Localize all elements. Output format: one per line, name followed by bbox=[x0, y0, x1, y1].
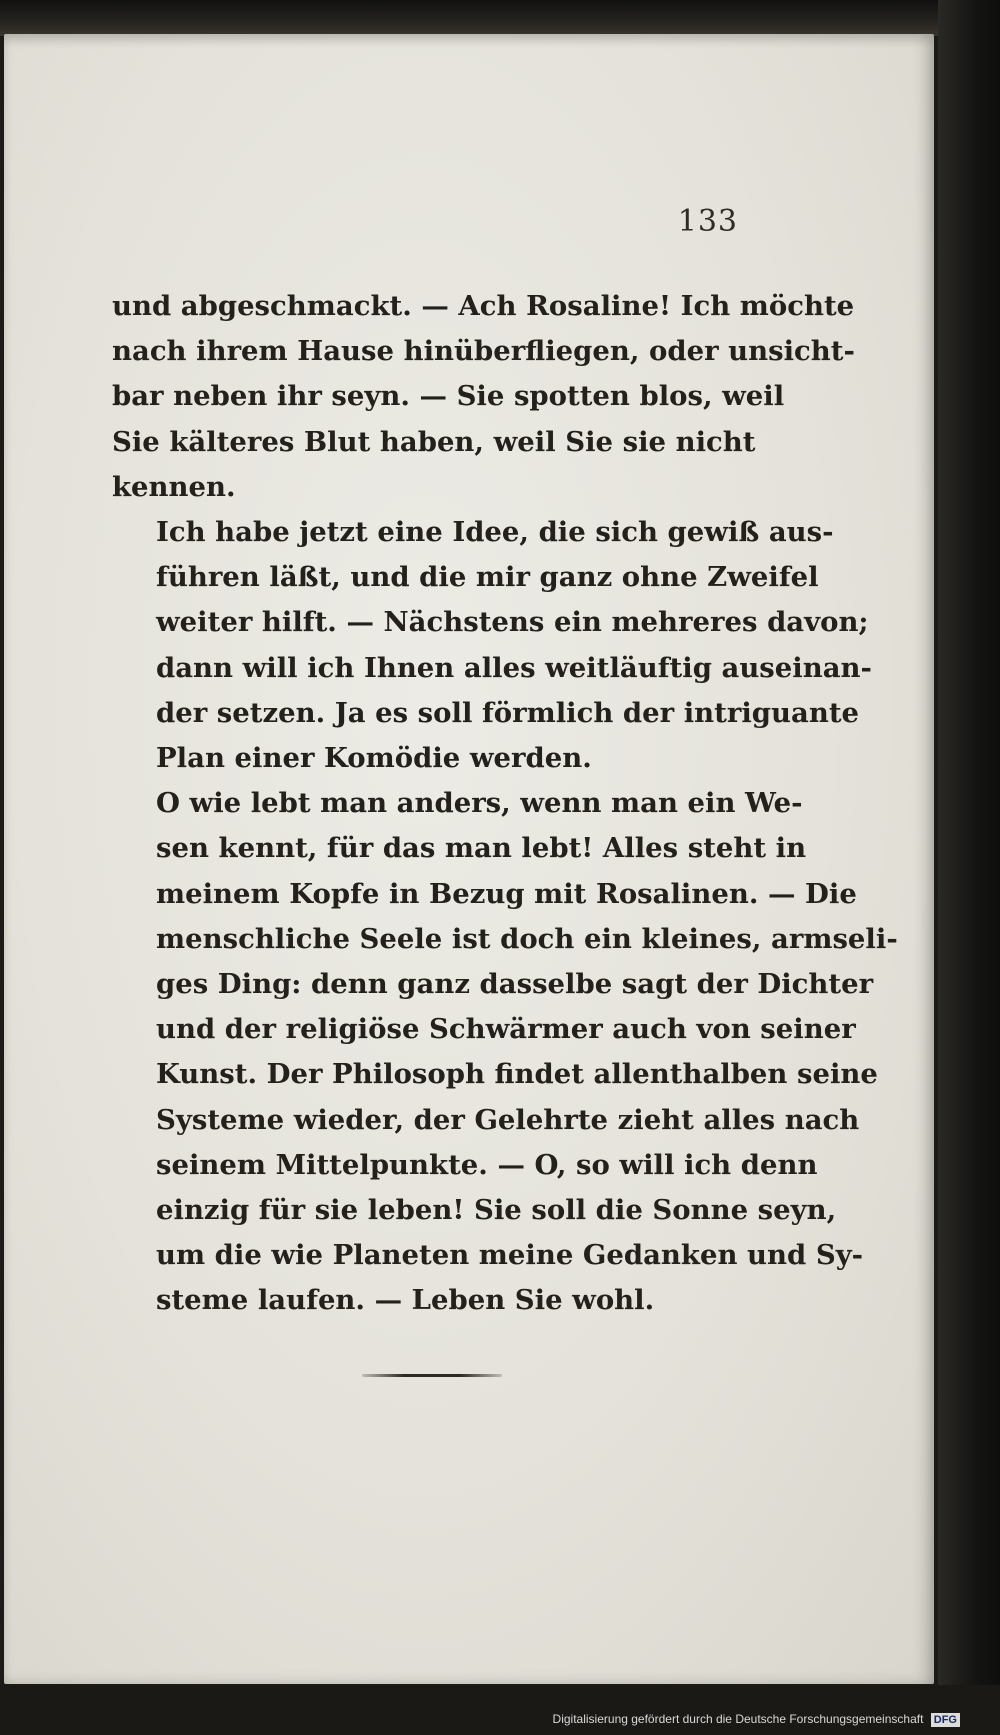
text-line: einzig für sie leben! Sie soll die Sonne seyn, bbox=[156, 1194, 837, 1227]
text-line: Kunst. Der Philosoph findet allenthalben seine bbox=[156, 1058, 878, 1091]
text-line: um die wie Planeten meine Gedanken und Sy- bbox=[156, 1239, 864, 1272]
paragraph-3 bbox=[112, 781, 898, 1323]
text-line: menschliche Seele ist doch ein kleines, armseli- bbox=[156, 922, 898, 955]
end-of-text-rule bbox=[362, 1374, 502, 1377]
paragraph-1 bbox=[112, 284, 855, 510]
text-line: der setzen. Ja es soll förmlich der intriguante bbox=[156, 696, 860, 729]
text-line: bar neben ihr seyn. — Sie spotten blos, weil bbox=[112, 380, 785, 413]
body-text bbox=[112, 284, 898, 1324]
page-number: 133 bbox=[677, 204, 738, 239]
text-line: Plan einer Komödie werden. bbox=[156, 742, 592, 775]
text-line: kennen. bbox=[112, 470, 236, 503]
text-line: Sie kälteres Blut haben, weil Sie sie nicht bbox=[112, 425, 756, 458]
scan-bottom-margin bbox=[0, 1685, 1000, 1735]
text-line: führen läßt, und die mir ganz ohne Zweifel bbox=[156, 561, 819, 594]
text-line: nach ihrem Hause hinüberfliegen, oder unsicht- bbox=[112, 335, 855, 368]
text-line: Ich habe jetzt eine Idee, die sich gewiß aus- bbox=[156, 516, 834, 549]
text-line: weiter hilft. — Nächstens ein mehreres davon; bbox=[156, 606, 869, 639]
digitization-credit bbox=[553, 1712, 960, 1727]
text-line: O wie lebt man anders, wenn man ein We- bbox=[156, 787, 803, 820]
paragraph-2 bbox=[112, 510, 872, 781]
dfg-logo: DFG bbox=[931, 1713, 960, 1727]
text-line: meinem Kopfe in Bezug mit Rosalinen. — Die bbox=[156, 877, 857, 910]
book-page bbox=[4, 34, 934, 1684]
text-line: ges Ding: denn ganz dasselbe sagt der Dichter bbox=[156, 968, 874, 1001]
text-line: sen kennt, für das man lebt! Alles steht in bbox=[156, 832, 807, 865]
text-line: Systeme wieder, der Gelehrte zieht alles nach bbox=[156, 1103, 860, 1136]
text-line: dann will ich Ihnen alles weitläuftig auseinan- bbox=[156, 651, 872, 684]
book-top-edge bbox=[0, 0, 1000, 36]
text-line: und abgeschmackt. — Ach Rosaline! Ich möchte bbox=[112, 290, 855, 322]
text-line: und der religiöse Schwärmer auch von seiner bbox=[156, 1013, 856, 1046]
book-binding-edge bbox=[938, 0, 1000, 1735]
credit-text: Digitalisierung gefördert durch die Deutsche Forschungsgemeinschaft bbox=[552, 1712, 924, 1727]
text-line: steme laufen. — Leben Sie wohl. bbox=[156, 1284, 655, 1317]
text-line: seinem Mittelpunkte. — O, so will ich denn bbox=[156, 1148, 818, 1181]
